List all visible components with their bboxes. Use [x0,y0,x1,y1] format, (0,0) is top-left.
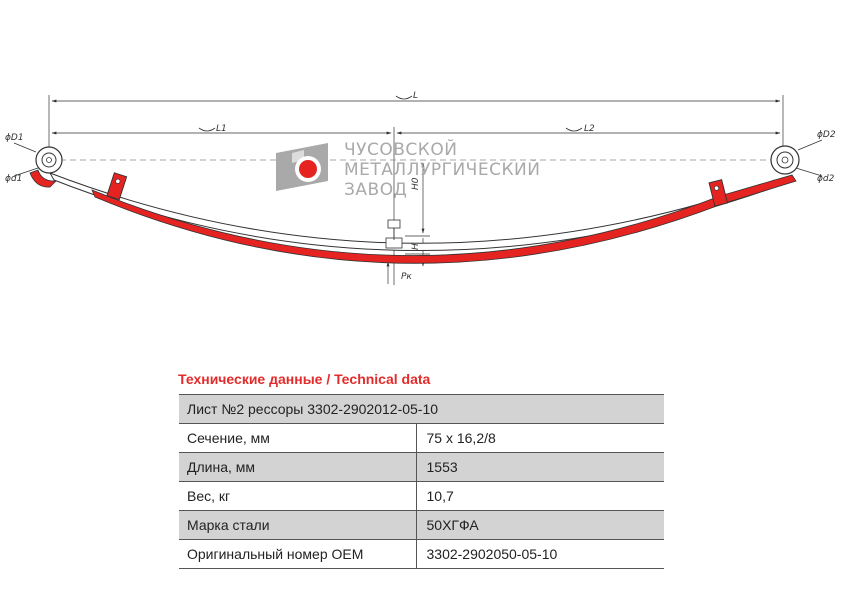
label-overall-length: L [413,91,419,101]
specs-table [179,394,664,569]
company-logo [276,138,540,200]
label-right-length: L2 [584,124,595,134]
table-row [179,482,664,511]
logo-line-1: ЧУСОВСКОЙ [344,140,458,160]
spec-value: 50ХГФА [416,511,664,540]
label-camber-height: H0 [411,177,421,190]
rebound-clamp-left [107,173,127,200]
label-loaded-height: H [411,243,421,250]
spec-label: Вес, кг [179,482,416,511]
right-eye [771,146,799,174]
table-row [179,395,664,424]
logo-line-3: ЗАВОД [344,180,408,200]
spec-label: Марка стали [179,511,416,540]
table-row [179,424,664,453]
label-left-eye-outer: ϕD1 [5,133,24,143]
left-eye [36,147,62,173]
table-row [179,540,664,569]
spec-value: 10,7 [416,482,664,511]
label-right-eye-inner: ϕd2 [817,174,835,184]
label-left-length: L1 [216,124,227,134]
specs-title: Технические данные / Technical data [178,371,431,387]
spec-value: 3302-2902050-05-10 [416,540,664,569]
spec-value: 75 х 16,2/8 [416,424,664,453]
specs-header: Лист №2 рессоры 3302-2902012-05-10 [179,395,664,424]
table-row [179,511,664,540]
table-row [179,453,664,482]
spec-label: Сечение, мм [179,424,416,453]
spec-label: Оригинальный номер OEM [179,540,416,569]
logo-line-2: МЕТАЛЛУРГИЧЕСКИЙ [344,160,541,180]
center-bolt [386,220,402,248]
label-right-eye-outer: ϕD2 [817,130,836,140]
spec-label: Длина, мм [179,453,416,482]
spec-value: 1553 [416,453,664,482]
label-load: Pк [401,272,412,282]
label-left-eye-inner: ϕd1 [5,174,23,184]
